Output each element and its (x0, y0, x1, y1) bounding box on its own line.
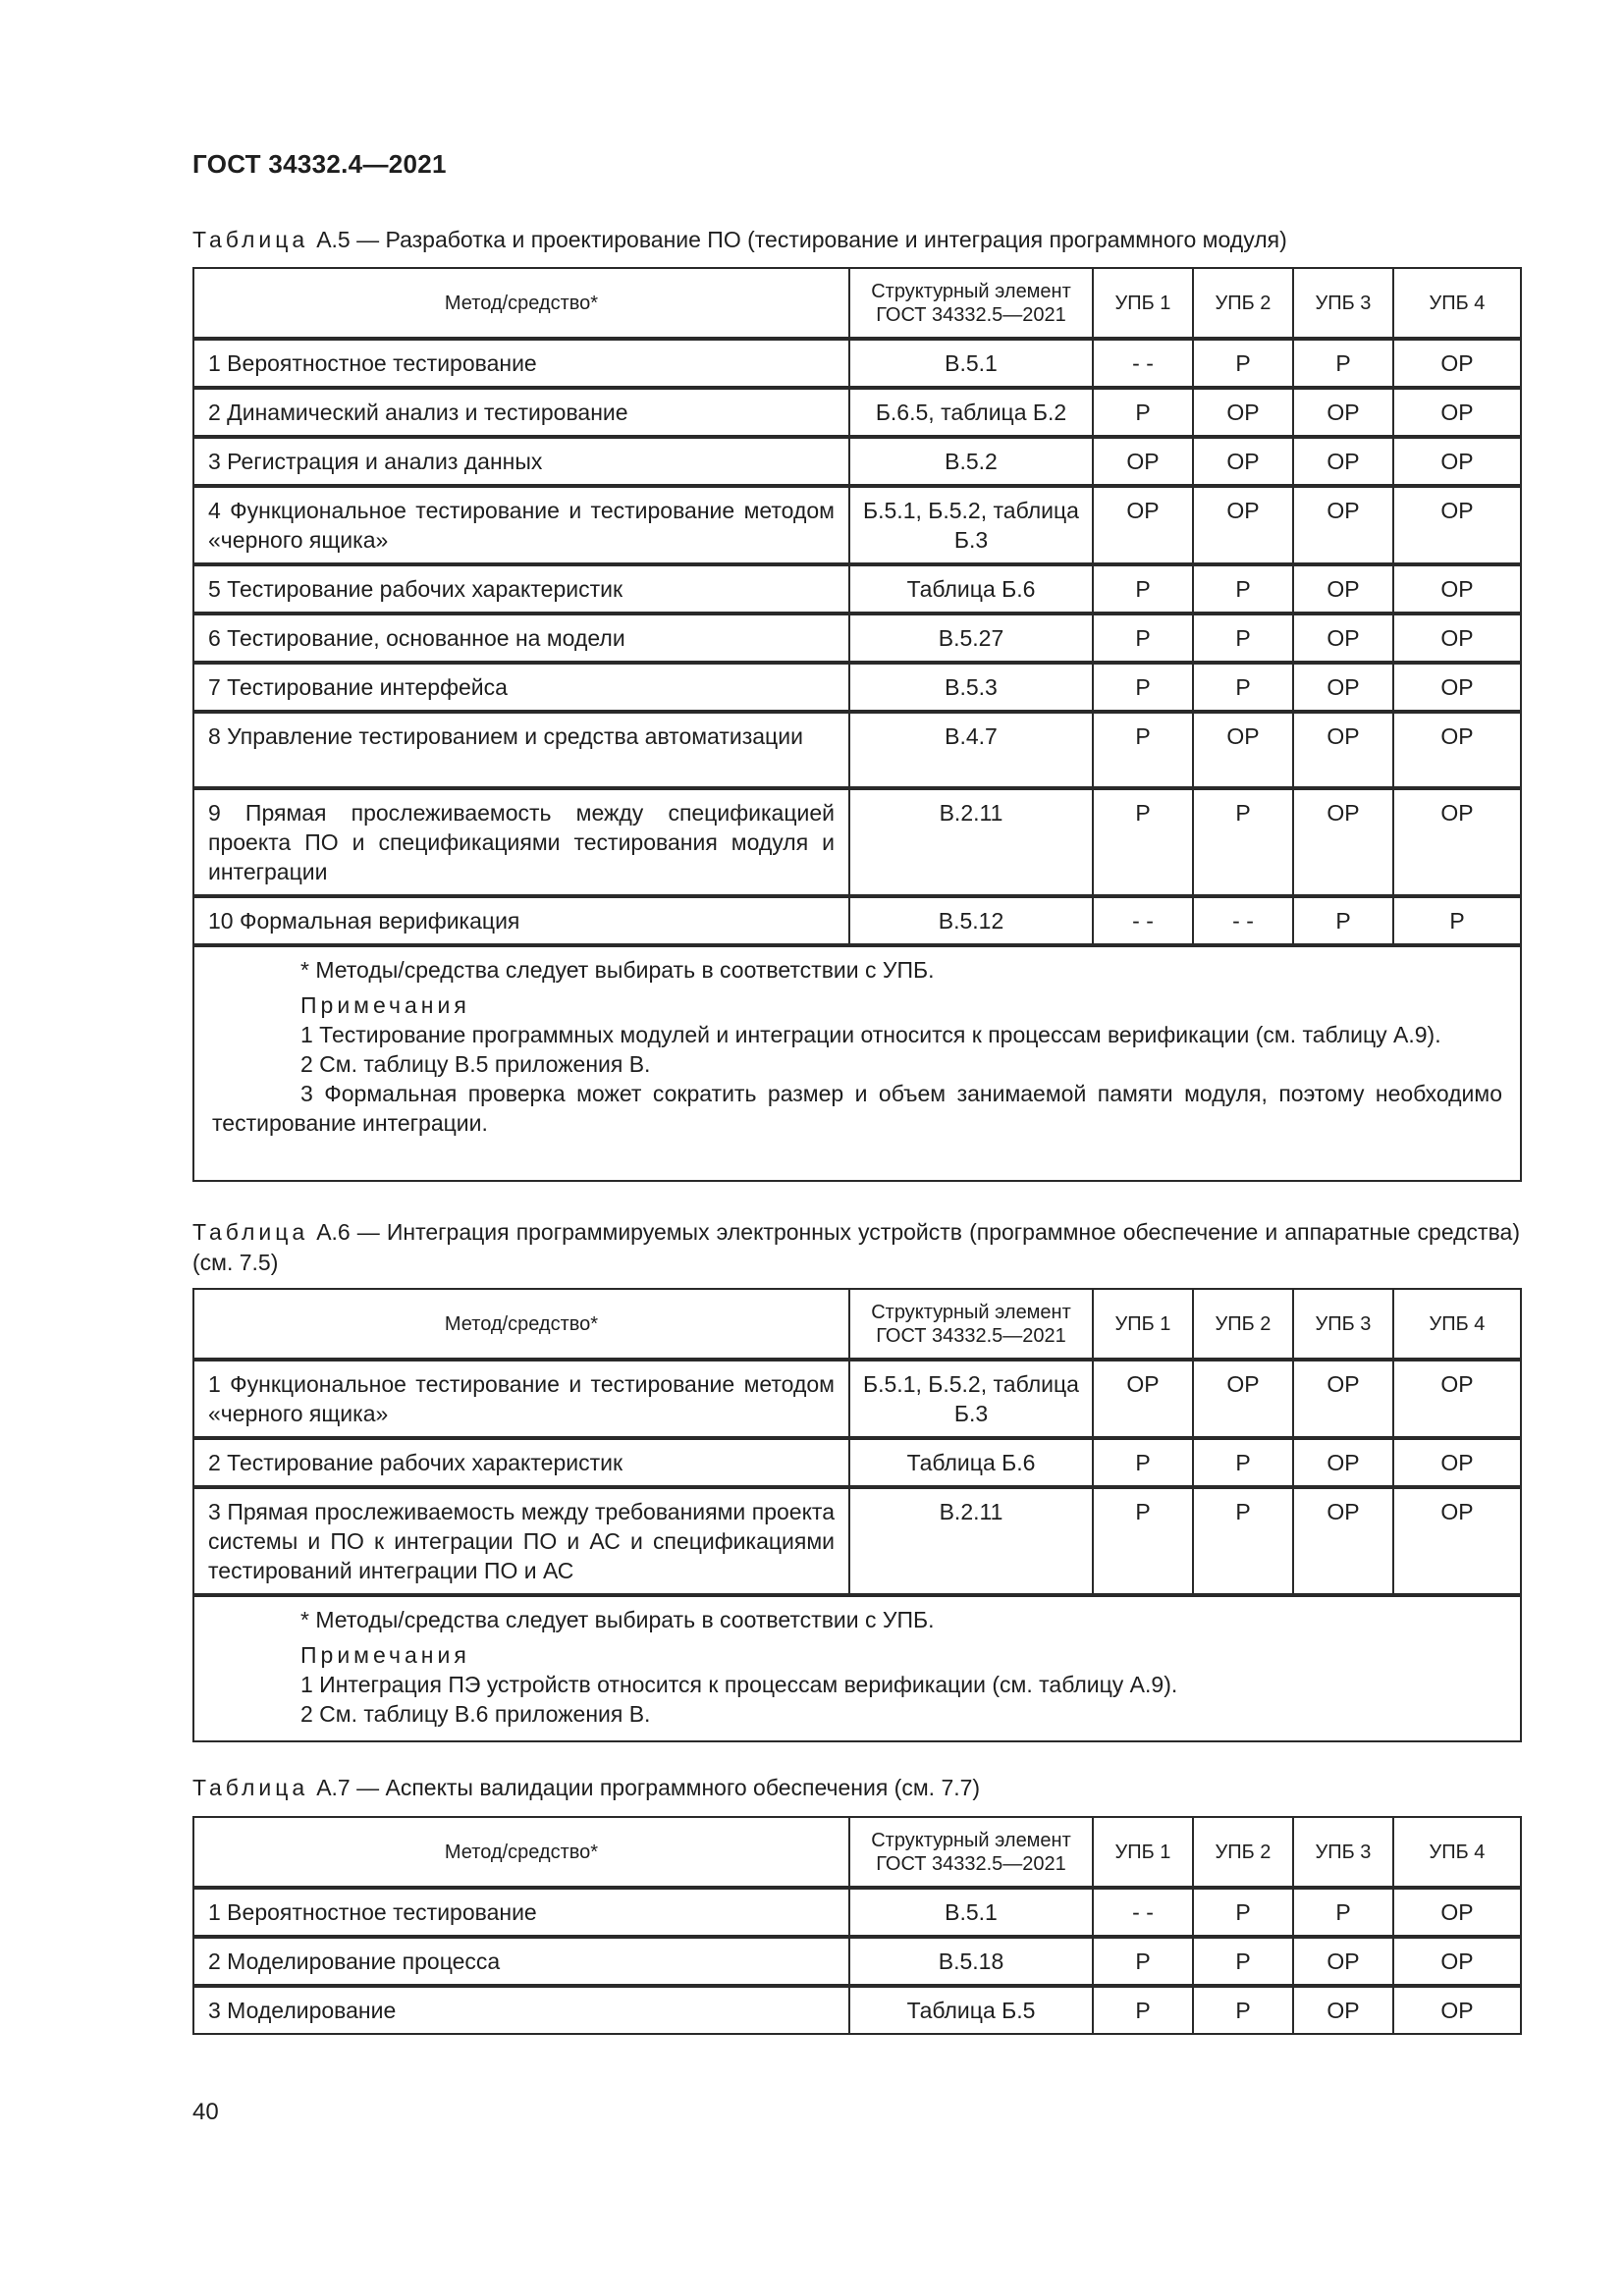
table-caption (192, 225, 1520, 255)
upb-4-cell: ОР (1393, 1438, 1521, 1487)
header-structural-element: Структурный элемент ГОСТ 34332.5—2021 (849, 1817, 1093, 1888)
notes-row (193, 945, 1521, 1181)
header-upb-2: УПБ 2 (1193, 268, 1293, 339)
upb-2-cell: - - (1193, 896, 1293, 945)
table-row (193, 663, 1521, 712)
note-item: 1 Интеграция ПЭ устройств относится к процессам верификации (см. таблицу А.9). (300, 1672, 1178, 1697)
upb-2-cell: ОР (1193, 388, 1293, 437)
header-upb-3: УПБ 3 (1293, 1289, 1393, 1360)
table-header-row (193, 268, 1521, 339)
note-item: 2 См. таблицу В.5 приложения В. (300, 1051, 651, 1077)
upb-2-cell: Р (1193, 1487, 1293, 1595)
structural-element-cell: В.5.18 (849, 1937, 1093, 1986)
upb-4-cell: Р (1393, 896, 1521, 945)
upb-1-cell: Р (1093, 1438, 1193, 1487)
method-cell: 7 Тестирование интерфейса (193, 663, 849, 712)
structural-element-cell: Б.5.1, Б.5.2, таблица Б.3 (849, 486, 1093, 564)
header-upb-4: УПБ 4 (1393, 1817, 1521, 1888)
upb-3-cell: ОР (1293, 564, 1393, 614)
structural-element-cell: Таблица Б.5 (849, 1986, 1093, 2034)
structural-element-cell: В.5.3 (849, 663, 1093, 712)
header-method: Метод/средство* (193, 1289, 849, 1360)
upb-3-cell: ОР (1293, 663, 1393, 712)
upb-1-cell: Р (1093, 614, 1193, 663)
methods-table (192, 267, 1522, 1182)
upb-1-cell: Р (1093, 663, 1193, 712)
upb-3-cell: ОР (1293, 1360, 1393, 1438)
header-upb-1: УПБ 1 (1093, 268, 1193, 339)
page-number: 40 (192, 2099, 219, 2125)
upb-4-cell: ОР (1393, 614, 1521, 663)
method-cell: 5 Тестирование рабочих характеристик (193, 564, 849, 614)
upb-2-cell: Р (1193, 339, 1293, 388)
upb-2-cell: ОР (1193, 1360, 1293, 1438)
table-row (193, 437, 1521, 486)
upb-1-cell: ОР (1093, 486, 1193, 564)
table-row (193, 788, 1521, 896)
upb-2-cell: Р (1193, 564, 1293, 614)
notes-cell (193, 1595, 1521, 1741)
upb-1-cell: ОР (1093, 1360, 1193, 1438)
method-cell: 8 Управление тестированием и средства автоматизации (193, 712, 849, 788)
header-upb-3: УПБ 3 (1293, 268, 1393, 339)
table-title: А.6 — Интеграция программируемых электронных устройств (программное обеспечение и аппаратные средства) (см. 7.5) (192, 1219, 1520, 1275)
upb-1-cell: Р (1093, 1937, 1193, 1986)
structural-element-cell: В.2.11 (849, 1487, 1093, 1595)
upb-3-cell: ОР (1293, 712, 1393, 788)
note-item: 3 Формальная проверка может сократить размер и объем занимаемой памяти модуля, поэтому необходимо тестирование интеграции. (212, 1081, 1502, 1136)
structural-element-cell: В.2.11 (849, 788, 1093, 896)
table-row (193, 1937, 1521, 1986)
header-upb-2: УПБ 2 (1193, 1289, 1293, 1360)
upb-4-cell: ОР (1393, 788, 1521, 896)
table-header-row (193, 1817, 1521, 1888)
notes-row (193, 1595, 1521, 1741)
upb-4-cell: ОР (1393, 1360, 1521, 1438)
header-method: Метод/средство* (193, 268, 849, 339)
table-caption (192, 1773, 1520, 1803)
table-title: А.7 — Аспекты валидации программного обеспечения (см. 7.7) (316, 1775, 981, 1800)
upb-3-cell: ОР (1293, 1487, 1393, 1595)
upb-3-cell: Р (1293, 339, 1393, 388)
table-label: Таблица (192, 1219, 309, 1245)
header-structural-element: Структурный элемент ГОСТ 34332.5—2021 (849, 1289, 1093, 1360)
header-upb-4: УПБ 4 (1393, 268, 1521, 339)
upb-1-cell: - - (1093, 896, 1193, 945)
table-label: Таблица (192, 1775, 309, 1800)
upb-3-cell: ОР (1293, 1438, 1393, 1487)
upb-2-cell: Р (1193, 663, 1293, 712)
upb-4-cell: ОР (1393, 1487, 1521, 1595)
method-cell: 3 Регистрация и анализ данных (193, 437, 849, 486)
notes-cell (193, 945, 1521, 1181)
notes-heading: Примечания (300, 992, 470, 1018)
upb-4-cell: ОР (1393, 663, 1521, 712)
header-upb-3: УПБ 3 (1293, 1817, 1393, 1888)
upb-4-cell: ОР (1393, 1937, 1521, 1986)
header-upb-4: УПБ 4 (1393, 1289, 1521, 1360)
table-row (193, 486, 1521, 564)
table-row (193, 339, 1521, 388)
table-label: Таблица (192, 227, 309, 252)
header-upb-1: УПБ 1 (1093, 1817, 1193, 1888)
header-upb-2: УПБ 2 (1193, 1817, 1293, 1888)
note-item: 1 Тестирование программных модулей и интеграции относится к процессам верификации (см. таблицу А.9). (300, 1022, 1441, 1047)
upb-1-cell: Р (1093, 712, 1193, 788)
structural-element-cell: Таблица Б.6 (849, 1438, 1093, 1487)
upb-4-cell: ОР (1393, 388, 1521, 437)
upb-4-cell: ОР (1393, 437, 1521, 486)
upb-2-cell: ОР (1193, 712, 1293, 788)
header-structural-element: Структурный элемент ГОСТ 34332.5—2021 (849, 268, 1093, 339)
upb-3-cell: ОР (1293, 1937, 1393, 1986)
method-cell: 2 Динамический анализ и тестирование (193, 388, 849, 437)
upb-2-cell: ОР (1193, 486, 1293, 564)
upb-3-cell: ОР (1293, 486, 1393, 564)
upb-1-cell: Р (1093, 788, 1193, 896)
structural-element-cell: В.5.1 (849, 1888, 1093, 1937)
method-cell: 1 Функциональное тестирование и тестирование методом «черного ящика» (193, 1360, 849, 1438)
upb-1-cell: ОР (1093, 437, 1193, 486)
table-caption (192, 1217, 1520, 1278)
upb-4-cell: ОР (1393, 564, 1521, 614)
table-row (193, 1487, 1521, 1595)
table-row (193, 1360, 1521, 1438)
upb-4-cell: ОР (1393, 1888, 1521, 1937)
method-cell: 3 Моделирование (193, 1986, 849, 2034)
table-header-row (193, 1289, 1521, 1360)
table-row (193, 614, 1521, 663)
method-cell: 6 Тестирование, основанное на модели (193, 614, 849, 663)
table-row (193, 1986, 1521, 2034)
upb-3-cell: Р (1293, 1888, 1393, 1937)
note-item: 2 См. таблицу В.6 приложения В. (300, 1701, 651, 1727)
structural-element-cell: Б.6.5, таблица Б.2 (849, 388, 1093, 437)
method-cell: 1 Вероятностное тестирование (193, 1888, 849, 1937)
upb-1-cell: - - (1093, 339, 1193, 388)
table-row (193, 564, 1521, 614)
table-title: А.5 — Разработка и проектирование ПО (тестирование и интеграция программного модуля) (316, 227, 1287, 252)
upb-2-cell: Р (1193, 1986, 1293, 2034)
upb-2-cell: Р (1193, 1888, 1293, 1937)
structural-element-cell: В.4.7 (849, 712, 1093, 788)
footnote: * Методы/средства следует выбирать в соответствии с УПБ. (300, 957, 935, 983)
upb-1-cell: Р (1093, 564, 1193, 614)
structural-element-cell: Б.5.1, Б.5.2, таблица Б.3 (849, 1360, 1093, 1438)
method-cell: 9 Прямая прослеживаемость между спецификацией проекта ПО и спецификациями тестирования модуля и интеграции (193, 788, 849, 896)
method-cell: 3 Прямая прослеживаемость между требованиями проекта системы и ПО к интеграции ПО и АС и спецификациями тестирований интеграции ПО и АС (193, 1487, 849, 1595)
method-cell: 1 Вероятностное тестирование (193, 339, 849, 388)
upb-3-cell: ОР (1293, 614, 1393, 663)
table-row (193, 388, 1521, 437)
table-row (193, 1438, 1521, 1487)
structural-element-cell: В.5.1 (849, 339, 1093, 388)
upb-4-cell: ОР (1393, 1986, 1521, 2034)
method-cell: 2 Тестирование рабочих характеристик (193, 1438, 849, 1487)
method-cell: 2 Моделирование процесса (193, 1937, 849, 1986)
upb-3-cell: ОР (1293, 1986, 1393, 2034)
header-upb-1: УПБ 1 (1093, 1289, 1193, 1360)
table-row (193, 896, 1521, 945)
upb-4-cell: ОР (1393, 712, 1521, 788)
upb-1-cell: - - (1093, 1888, 1193, 1937)
upb-2-cell: Р (1193, 1937, 1293, 1986)
table-row (193, 1888, 1521, 1937)
methods-table (192, 1816, 1522, 2035)
notes-heading: Примечания (300, 1642, 470, 1668)
document-header: ГОСТ 34332.4—2021 (192, 149, 447, 179)
upb-1-cell: Р (1093, 388, 1193, 437)
upb-1-cell: Р (1093, 1986, 1193, 2034)
upb-2-cell: ОР (1193, 437, 1293, 486)
upb-2-cell: Р (1193, 1438, 1293, 1487)
structural-element-cell: В.5.2 (849, 437, 1093, 486)
structural-element-cell: В.5.27 (849, 614, 1093, 663)
upb-1-cell: Р (1093, 1487, 1193, 1595)
upb-2-cell: Р (1193, 614, 1293, 663)
methods-table (192, 1288, 1522, 1742)
method-cell: 10 Формальная верификация (193, 896, 849, 945)
method-cell: 4 Функциональное тестирование и тестирование методом «черного ящика» (193, 486, 849, 564)
header-method: Метод/средство* (193, 1817, 849, 1888)
structural-element-cell: В.5.12 (849, 896, 1093, 945)
upb-3-cell: ОР (1293, 388, 1393, 437)
structural-element-cell: Таблица Б.6 (849, 564, 1093, 614)
footnote: * Методы/средства следует выбирать в соответствии с УПБ. (300, 1607, 935, 1632)
upb-3-cell: ОР (1293, 788, 1393, 896)
upb-4-cell: ОР (1393, 486, 1521, 564)
upb-4-cell: ОР (1393, 339, 1521, 388)
upb-3-cell: Р (1293, 896, 1393, 945)
table-row (193, 712, 1521, 788)
upb-3-cell: ОР (1293, 437, 1393, 486)
upb-2-cell: Р (1193, 788, 1293, 896)
